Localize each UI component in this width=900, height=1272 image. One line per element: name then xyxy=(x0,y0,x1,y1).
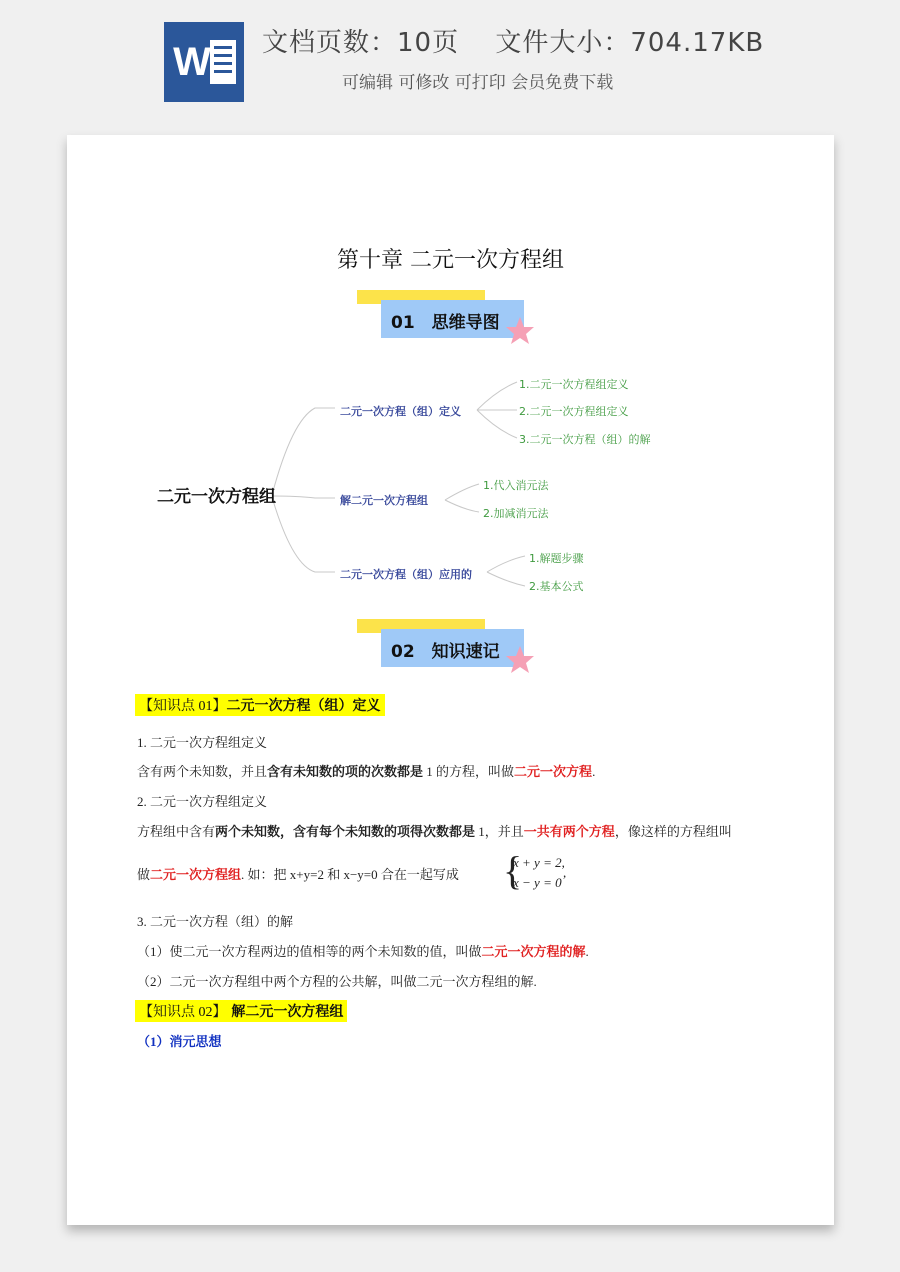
paragraph: （1）使二元一次方程两边的值相等的两个未知数的值，叫做二元一次方程的解. xyxy=(137,944,589,959)
mind-map xyxy=(67,360,834,600)
mindmap-branch: 二元一次方程（组）应用的 xyxy=(340,568,472,581)
subsection-title: （1）消元思想 xyxy=(137,1034,222,1049)
knowledge-point-heading: 【知识点 02】 解二元一次方程组 xyxy=(135,1000,347,1022)
mindmap-leaf: 1.解题步骤 xyxy=(529,552,584,565)
document-page xyxy=(67,135,834,1225)
paragraph: （2）二元一次方程组中两个方程的公共解，叫做二元一次方程组的解. xyxy=(137,974,537,989)
word-doc-icon xyxy=(164,22,244,102)
mindmap-root: 二元一次方程组 xyxy=(157,487,276,507)
chapter-title: 第十章 二元一次方程组 xyxy=(337,248,564,273)
file-info-subtitle: 可编辑 可修改 可打印 会员免费下载 xyxy=(342,73,614,93)
mindmap-leaf: 2.二元一次方程组定义 xyxy=(519,405,629,418)
mindmap-leaf: 2.基本公式 xyxy=(529,580,584,593)
mind-map-connectors xyxy=(67,360,834,600)
equation: x + y = 2, xyxy=(513,855,565,870)
section-title: 2. 二元一次方程组定义 xyxy=(137,794,268,809)
section-banner-notes xyxy=(357,619,537,691)
mindmap-branch: 解二元一次方程组 xyxy=(340,494,428,507)
mindmap-leaf: 1.二元一次方程组定义 xyxy=(519,378,629,391)
equation-system: { x + y = 2, x − y = 0 , xyxy=(503,848,567,893)
knowledge-point-heading: 【知识点 01】二元一次方程（组）定义 xyxy=(135,694,385,716)
banner-label: 01 思维导图 xyxy=(391,313,500,333)
mindmap-leaf: 2.加减消元法 xyxy=(483,507,549,520)
banner-label: 02 知识速记 xyxy=(391,642,500,662)
equation: x − y = 0 xyxy=(513,875,562,890)
download-header xyxy=(0,0,900,120)
word-icon-letter: W xyxy=(173,40,211,84)
paragraph: 方程组中含有两个未知数，含有每个未知数的项得次数都是 1，并且一共有两个方程，像这样的方程组叫 xyxy=(137,824,732,839)
file-info-title: 文档页数：10页 文件大小：704.17KB xyxy=(262,28,765,58)
star-icon xyxy=(505,316,535,346)
section-title: 1. 二元一次方程组定义 xyxy=(137,735,268,750)
paragraph: 做二元一次方程组. 如：把 x+y=2 和 x−y=0 合在一起写成 xyxy=(137,867,459,882)
mindmap-leaf: 3.二元一次方程（组）的解 xyxy=(519,433,651,446)
mindmap-leaf: 1.代入消元法 xyxy=(483,479,549,492)
section-banner-mindmap xyxy=(357,290,537,362)
paragraph: 含有两个未知数，并且含有未知数的项的次数都是 1 的方程，叫做二元一次方程. xyxy=(137,764,596,779)
section-title: 3. 二元一次方程（组）的解 xyxy=(137,914,294,929)
star-icon xyxy=(505,645,535,675)
mindmap-branch: 二元一次方程（组）定义 xyxy=(340,405,461,418)
